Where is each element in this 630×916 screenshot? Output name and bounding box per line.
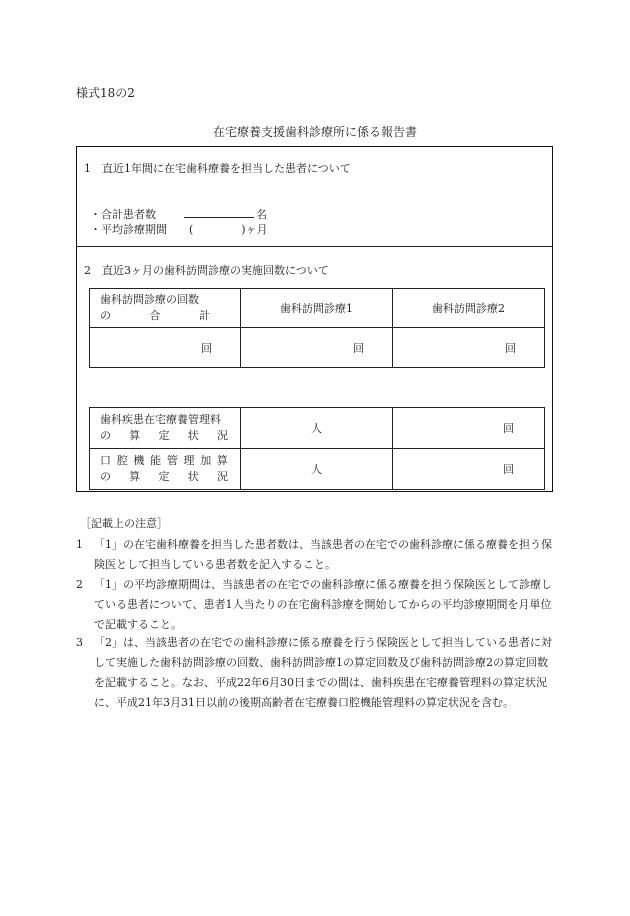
lbl-char: 口 (100, 454, 111, 467)
visits-header-type1: 歯科訪問診療1 (241, 289, 393, 328)
lbl-char: 況 (217, 470, 228, 483)
mgmt-row-1 (90, 408, 545, 449)
lbl-char: 理 (183, 454, 195, 467)
lbl-char: の (100, 429, 111, 442)
lbl-char: 管 (166, 454, 178, 467)
avg-period-open: ( (189, 223, 194, 236)
lbl-char: 算 (216, 454, 228, 467)
note-number: 1 (76, 538, 83, 551)
note-text: 「1」の在宅歯科療養を担当した患者数は、当該患者の在宅での歯科診療に係る療養を担う保険医として担当している患者数を記入すること。 (94, 538, 552, 571)
hdr-char: の (100, 309, 111, 322)
lbl-char: 況 (217, 429, 228, 442)
mgmt-row2-times-cell[interactable]: 回 (393, 449, 545, 490)
visits-type2-cell[interactable]: 回 (393, 328, 545, 368)
lbl-char: 状 (187, 429, 199, 442)
visits-header-total-line1: 歯科訪問診療の回数 (100, 293, 199, 306)
note-item (76, 575, 556, 635)
visits-header-total-line2 (100, 308, 210, 324)
lbl-char: 算 (129, 470, 141, 483)
document-title: 在宅療養支援歯科診療所に係る報告書 (212, 125, 417, 139)
visits-header-total (90, 289, 241, 328)
hdr-char: 計 (199, 309, 210, 322)
visits-total-cell[interactable]: 回 (90, 328, 241, 368)
note-number: 2 (76, 578, 83, 591)
visits-header-type2: 歯科訪問診療2 (393, 289, 545, 328)
total-patients-label: ・合計患者数 (90, 208, 156, 221)
avg-period-unit: )ヶ月 (241, 223, 268, 236)
note-text: 「1」の平均診療期間は、当該患者の在宅での歯科診療に係る療養を担う保険医として診療している患者について、患者1人当たりの在宅歯科診療を開始してからの平均診療期間を月単位で記載すること。 (94, 578, 552, 631)
visits-table (89, 288, 545, 368)
avg-period-label: ・平均診療期間 (90, 223, 167, 236)
mgmt-row1-times-cell[interactable]: 回 (393, 408, 545, 449)
lbl-char: 定 (158, 429, 170, 442)
mgmt-row2-label-line2 (100, 469, 228, 485)
mgmt-row2-people-cell[interactable]: 人 (241, 449, 393, 490)
total-patients-unit: 名 (256, 208, 267, 221)
mgmt-row2-label-line1 (100, 453, 228, 469)
lbl-char: 加 (200, 454, 212, 467)
lbl-char: 機 (133, 454, 145, 467)
note-item (76, 535, 556, 575)
section1-heading: 1 直近1年間に在宅歯科療養を担当した患者について (84, 162, 351, 175)
notes-heading: ［記載上の注意］ (80, 517, 168, 530)
lbl-char: の (100, 470, 111, 483)
lbl-char: 算 (129, 429, 141, 442)
lbl-char: 腔 (116, 454, 128, 467)
mgmt-row1-label-line1: 歯科疾患在宅療養管理料 (100, 413, 221, 426)
form-number: 様式18の2 (76, 86, 135, 100)
lbl-char: 定 (158, 470, 170, 483)
lbl-char: 能 (150, 454, 162, 467)
management-table (89, 407, 545, 490)
avg-period-row (90, 221, 268, 237)
mgmt-row2-label (90, 449, 241, 490)
note-text: 「2」は、当該患者の在宅での歯科診療に係る療養を行う保険医として担当している患者に対して実施した歯科訪問診療の回数、歯科訪問診療1の算定回数及び歯科訪問診療2の算定回数を記載すること。なお、平成22年6月30日までの間は、歯科疾患在宅療養管理料の算定状況に、平成21年3月31日以前の後期高齢者在宅療養口腔機能管理料の算定状況を含む。 (94, 636, 552, 709)
section2-heading: 2 直近3ヶ月の歯科訪問診療の実施回数について (84, 264, 329, 277)
note-item (76, 633, 556, 713)
mgmt-row1-label-line2 (100, 428, 228, 444)
mgmt-row1-people-cell[interactable]: 人 (241, 408, 393, 449)
lbl-char: 状 (187, 470, 199, 483)
visits-header-row (90, 289, 545, 328)
section-divider (76, 246, 553, 247)
visits-type1-cell[interactable]: 回 (241, 328, 393, 368)
mgmt-row1-label (90, 408, 241, 449)
mgmt-row-2 (90, 449, 545, 490)
visits-value-row (90, 328, 545, 368)
total-patients-field[interactable] (184, 206, 254, 218)
hdr-char: 合 (149, 309, 161, 322)
total-patients-row (90, 206, 267, 222)
note-number: 3 (76, 636, 83, 649)
